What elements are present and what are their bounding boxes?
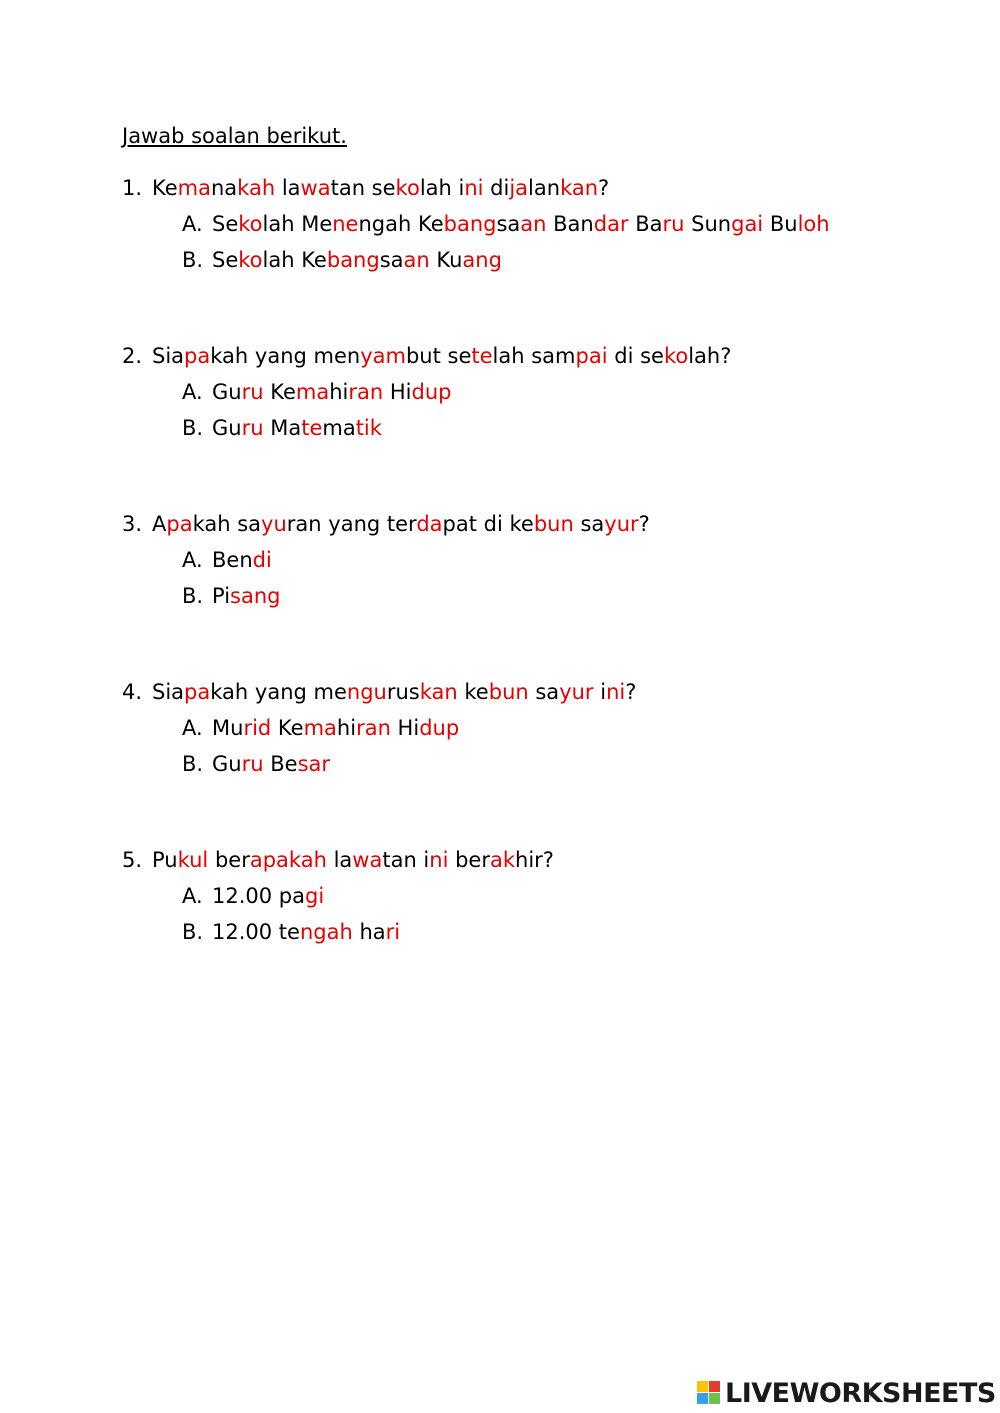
- text-segment: Se: [212, 248, 239, 272]
- text-segment: lah i: [419, 176, 465, 200]
- text-segment: la: [275, 176, 301, 200]
- highlighted-syllable: kah: [237, 176, 276, 200]
- highlighted-syllable: wa: [352, 848, 383, 872]
- question-text: [122, 170, 942, 206]
- highlighted-syllable: pa: [184, 344, 211, 368]
- option-letter: B.: [182, 584, 204, 608]
- option-letter: A.: [182, 716, 203, 740]
- text-segment: Sia: [152, 344, 185, 368]
- question-3: [122, 506, 942, 614]
- highlighted-syllable: loh: [797, 212, 830, 236]
- option-b[interactable]: [122, 242, 942, 278]
- highlighted-syllable: tik: [355, 416, 382, 440]
- text-segment: kah yang men: [210, 344, 361, 368]
- liveworksheets-logo[interactable]: [697, 1378, 996, 1408]
- text-segment: sa: [528, 680, 560, 704]
- text-segment: lah Me: [262, 212, 333, 236]
- text-segment: i: [593, 680, 607, 704]
- highlighted-syllable: an: [403, 248, 430, 272]
- text-segment: la: [326, 848, 353, 872]
- question-number: 2.: [122, 344, 143, 368]
- option-letter: A.: [182, 884, 203, 908]
- text-segment: di: [483, 176, 510, 200]
- text-segment: kah yang me: [210, 680, 347, 704]
- text-segment: Gu: [212, 416, 242, 440]
- highlighted-syllable: pa: [184, 680, 211, 704]
- highlighted-syllable: dup: [419, 716, 460, 740]
- text-segment: 12.00 pa: [212, 884, 305, 908]
- highlighted-syllable: da: [416, 512, 443, 536]
- highlighted-syllable: kah: [288, 848, 327, 872]
- text-segment: Gu: [212, 380, 242, 404]
- question-5: [122, 842, 942, 950]
- highlighted-syllable: sar: [297, 752, 331, 776]
- question-number: 5.: [122, 848, 143, 872]
- highlighted-syllable: ni: [464, 176, 484, 200]
- logo-square-2: [709, 1381, 720, 1392]
- highlighted-syllable: ngu: [346, 680, 387, 704]
- logo-square-4: [709, 1393, 720, 1404]
- highlighted-syllable: apa: [249, 848, 289, 872]
- highlighted-syllable: ni: [429, 848, 449, 872]
- question-4: [122, 674, 942, 782]
- text-segment: sa: [496, 212, 521, 236]
- text-segment: hi: [336, 716, 357, 740]
- question-number: 3.: [122, 512, 143, 536]
- question-2: [122, 338, 942, 446]
- option-a[interactable]: [122, 710, 942, 746]
- text-segment: Sun: [684, 212, 732, 236]
- highlighted-syllable: ran: [348, 380, 384, 404]
- highlighted-syllable: bang: [443, 212, 497, 236]
- highlighted-syllable: kan: [419, 680, 458, 704]
- text-segment: 12.00 te: [212, 920, 300, 944]
- highlighted-syllable: ne: [332, 212, 359, 236]
- highlighted-syllable: wa: [300, 176, 331, 200]
- question-number: 1.: [122, 176, 143, 200]
- option-a[interactable]: [122, 542, 942, 578]
- text-segment: ?: [638, 512, 650, 536]
- text-segment: Ben: [212, 548, 253, 572]
- highlighted-syllable: gai: [731, 212, 764, 236]
- text-segment: Ma: [263, 416, 302, 440]
- highlighted-syllable: ni: [606, 680, 626, 704]
- option-letter: B.: [182, 752, 204, 776]
- text-segment: Hi: [383, 380, 412, 404]
- option-letter: B.: [182, 920, 204, 944]
- text-segment: Hi: [390, 716, 420, 740]
- highlighted-syllable: ru: [241, 416, 264, 440]
- text-segment: Ke: [263, 380, 296, 404]
- option-letter: B.: [182, 416, 204, 440]
- text-segment: ma: [322, 416, 356, 440]
- text-segment: sa: [573, 512, 605, 536]
- highlighted-syllable: ru: [241, 752, 264, 776]
- question-text: [122, 338, 942, 374]
- text-segment: tan i: [382, 848, 430, 872]
- text-segment: Pi: [212, 584, 231, 608]
- highlighted-syllable: dup: [411, 380, 452, 404]
- highlighted-syllable: ran: [356, 716, 391, 740]
- text-segment: tan se: [330, 176, 396, 200]
- text-segment: ke: [457, 680, 489, 704]
- highlighted-syllable: bun: [488, 680, 529, 704]
- highlighted-syllable: yu: [261, 512, 287, 536]
- instruction-heading: Jawab soalan berikut.: [122, 124, 347, 148]
- liveworksheets-logo-icon: [697, 1381, 721, 1405]
- highlighted-syllable: sang: [230, 584, 281, 608]
- text-segment: ?: [625, 680, 637, 704]
- highlighted-syllable: di: [252, 548, 272, 572]
- highlighted-syllable: kul: [177, 848, 209, 872]
- option-a[interactable]: [122, 374, 942, 410]
- highlighted-syllable: kan: [560, 176, 599, 200]
- option-b[interactable]: [122, 410, 942, 446]
- highlighted-syllable: ma: [295, 380, 330, 404]
- question-text: [122, 506, 942, 542]
- text-segment: lah?: [688, 344, 732, 368]
- question-text: [122, 674, 942, 710]
- highlighted-syllable: yam: [360, 344, 406, 368]
- text-segment: Ban: [546, 212, 594, 236]
- question-text: [122, 842, 942, 878]
- highlighted-syllable: ru: [241, 380, 264, 404]
- text-segment: lah Ke: [262, 248, 327, 272]
- highlighted-syllable: ang: [462, 248, 502, 272]
- option-a[interactable]: [122, 206, 942, 242]
- text-segment: kah sa: [192, 512, 262, 536]
- highlighted-syllable: ngah: [299, 920, 353, 944]
- text-segment: Ba: [628, 212, 663, 236]
- text-segment: pat di ke: [442, 512, 534, 536]
- highlighted-syllable: gi: [305, 884, 325, 908]
- highlighted-syllable: ko: [663, 344, 689, 368]
- text-segment: di se: [607, 344, 664, 368]
- text-segment: Be: [263, 752, 298, 776]
- text-segment: Gu: [212, 752, 242, 776]
- highlighted-syllable: yur: [559, 680, 594, 704]
- text-segment: lan: [528, 176, 561, 200]
- option-letter: A.: [182, 212, 203, 236]
- highlighted-syllable: bang: [326, 248, 380, 272]
- option-b[interactable]: [122, 746, 942, 782]
- highlighted-syllable: ru: [662, 212, 685, 236]
- text-segment: ber: [208, 848, 250, 872]
- logo-square-3: [697, 1393, 708, 1404]
- highlighted-syllable: ak: [489, 848, 516, 872]
- text-segment: ?: [598, 176, 610, 200]
- highlighted-syllable: bun: [533, 512, 574, 536]
- highlighted-syllable: pai: [575, 344, 608, 368]
- text-segment: lah sam: [492, 344, 576, 368]
- text-segment: A: [152, 512, 167, 536]
- text-segment: but se: [405, 344, 472, 368]
- highlighted-syllable: rid: [243, 716, 272, 740]
- highlighted-syllable: ja: [509, 176, 529, 200]
- option-b[interactable]: [122, 914, 942, 950]
- text-segment: ngah Ke: [358, 212, 444, 236]
- text-segment: Ke: [271, 716, 304, 740]
- option-letter: A.: [182, 380, 203, 404]
- highlighted-syllable: yur: [604, 512, 639, 536]
- text-segment: Ku: [429, 248, 463, 272]
- highlighted-syllable: ma: [303, 716, 337, 740]
- text-segment: Ke: [152, 176, 178, 200]
- text-segment: Mu: [212, 716, 244, 740]
- highlighted-syllable: te: [301, 416, 323, 440]
- option-letter: B.: [182, 248, 204, 272]
- option-a[interactable]: [122, 878, 942, 914]
- text-segment: rus: [386, 680, 420, 704]
- highlighted-syllable: te: [471, 344, 493, 368]
- text-segment: hir?: [515, 848, 554, 872]
- text-segment: na: [210, 176, 238, 200]
- text-segment: Se: [212, 212, 239, 236]
- question-1: [122, 170, 942, 278]
- highlighted-syllable: ko: [238, 248, 263, 272]
- text-segment: ran yang ter: [286, 512, 417, 536]
- highlighted-syllable: ri: [385, 920, 401, 944]
- highlighted-syllable: an: [520, 212, 547, 236]
- text-segment: Bu: [763, 212, 798, 236]
- text-segment: ber: [448, 848, 490, 872]
- highlighted-syllable: ko: [238, 212, 263, 236]
- option-b[interactable]: [122, 578, 942, 614]
- highlighted-syllable: pa: [166, 512, 193, 536]
- logo-text: LIVEWORKSHEETS: [725, 1377, 996, 1409]
- highlighted-syllable: ma: [177, 176, 211, 200]
- question-number: 4.: [122, 680, 143, 704]
- text-segment: sa: [379, 248, 404, 272]
- option-letter: A.: [182, 548, 203, 572]
- text-segment: Sia: [152, 680, 185, 704]
- text-segment: ha: [352, 920, 386, 944]
- text-segment: hi: [329, 380, 349, 404]
- highlighted-syllable: ko: [395, 176, 420, 200]
- logo-square-1: [697, 1381, 708, 1392]
- highlighted-syllable: dar: [593, 212, 629, 236]
- text-segment: Pu: [152, 848, 178, 872]
